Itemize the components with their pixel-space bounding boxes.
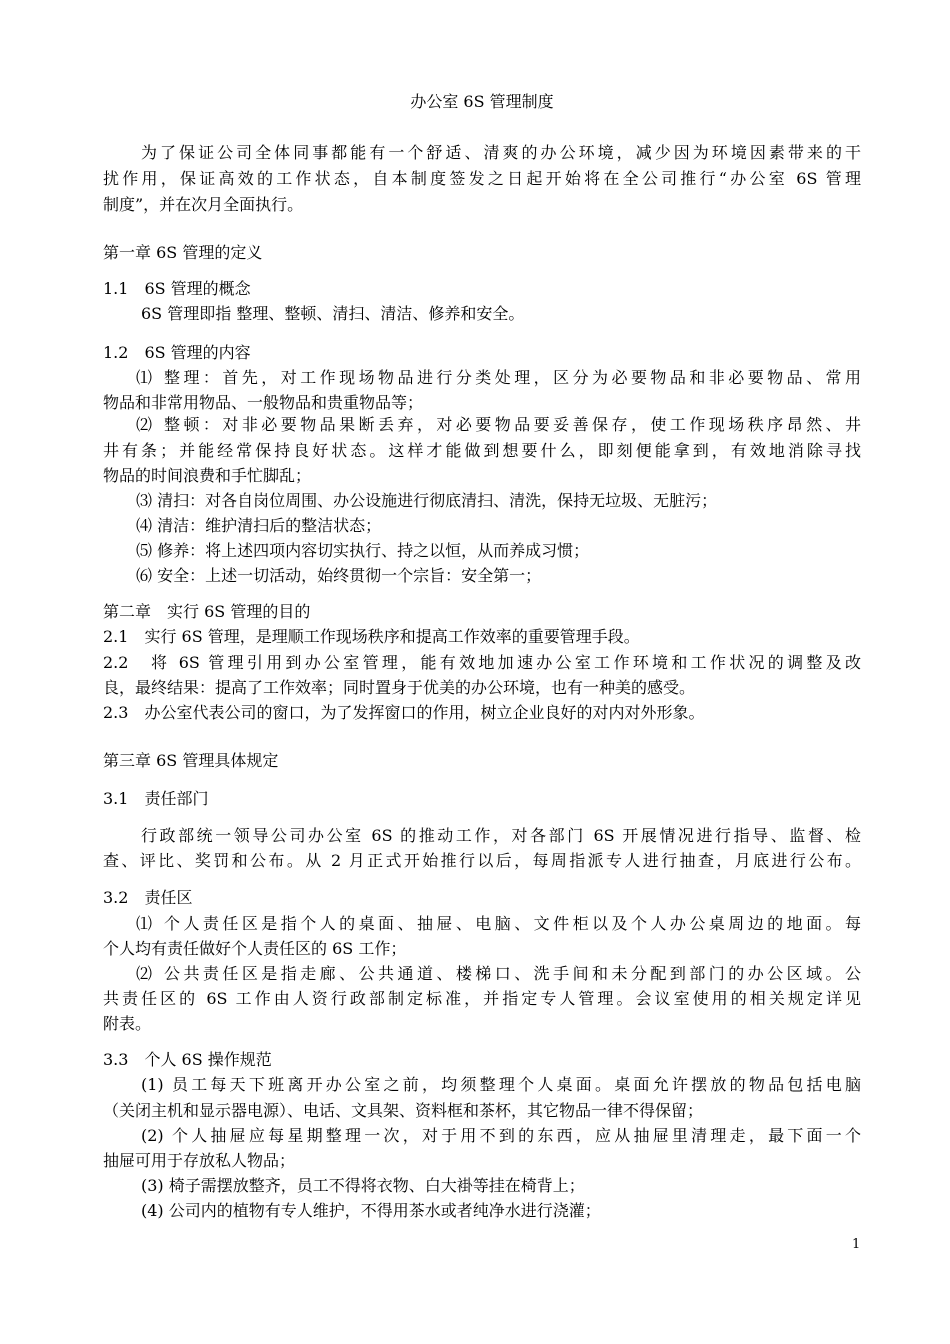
content-item-line: ⑹ 安全：上述一切活动，始终贯彻一个宗旨：安全第一； [136,566,542,585]
intro-paragraph-line: 制度”，并在次月全面执行。 [103,195,304,214]
section-3-2-text: ⑵ 公共责任区是指走廊、公共通道、楼梯口、洗手间和未分配到部门的办公区域。公 [136,964,861,983]
chapter-3-heading: 第三章 6S 管理具体规定 [103,751,279,770]
document-page [103,0,861,1344]
content-item-line: 物品的时间浪费和手忙脚乱； [103,466,312,485]
section-3-2-text: 个人均有责任做好个人责任区的 6S 工作； [103,939,407,958]
content-item-line: ⑶ 清扫：对各自岗位周围、办公设施进行彻底清扫、清洗，保持无垃圾、无脏污； [136,491,718,510]
section-3-3-text: (2) 个人抽屉应每星期整理一次，对于用不到的东西，应从抽屉里清理走，最下面一个 [141,1126,861,1145]
section-3-1-text: 行政部统一领导公司办公室 6S 的推动工作，对各部门 6S 开展情况进行指导、监督、检 [141,826,861,845]
content-item-line: ⑷ 清洁：维护清扫后的整洁状态； [136,516,382,535]
chapter-2-heading: 第二章 实行 6S 管理的目的 [103,602,311,621]
document-title: 办公室 6S 管理制度 [410,92,554,111]
chapter-1-heading: 第一章 6S 管理的定义 [103,243,263,262]
content-item-line: 物品和非常用物品、一般物品和贵重物品等； [103,393,424,412]
section-3-1-text: 查、评比、奖罚和公布。从 2 月正式开始推行以后，每周指派专人进行抽查，月底进行公布。 [103,851,861,870]
chapter-2-line: 2.1 实行 6S 管理，是理顺工作现场秩序和提高工作效率的重要管理手段。 [103,627,640,646]
chapter-2-line: 良，最终结果：提高了工作效率；同时置身于优美的办公环境，也有一种美的感受。 [103,678,696,697]
chapter-2-line: 2.2 将 6S 管理引用到办公室管理，能有效地加速办公室工作环境和工作状况的调整及改 [103,653,861,672]
intro-paragraph-line: 扰作用，保证高效的工作状态，自本制度签发之日起开始将在全公司推行“办公室 6S 管理 [103,169,861,188]
section-1-1-heading: 1.1 6S 管理的概念 [103,279,251,298]
section-3-2-text: 共责任区的 6S 工作由人资行政部制定标准，并指定专人管理。会议室使用的相关规定详见 [103,989,861,1008]
section-3-1-heading: 3.1 责任部门 [103,789,209,808]
page-number: 1 [852,1237,861,1252]
section-3-3-text: （关闭主机和显示器电源）、电话、文具架、资料框和茶杯，其它物品一律不得保留； [103,1101,704,1120]
section-3-3-text: (4) 公司内的植物有专人维护，不得用茶水或者纯净水进行浇灌； [141,1201,601,1220]
section-3-3-text: 抽屉可用于存放私人物品； [103,1151,296,1170]
chapter-2-line: 2.3 办公室代表公司的窗口，为了发挥窗口的作用，树立企业良好的对内对外形象。 [103,703,705,722]
section-3-3-text: (1) 员工每天下班离开办公室之前，均须整理个人桌面。桌面允许摆放的物品包括电脑 [141,1075,861,1094]
section-1-1-text: 6S 管理即指 整理、整顿、清扫、清洁、修养和安全。 [141,304,525,323]
section-3-2-text: ⑴ 个人责任区是指个人的桌面、抽屉、电脑、文件柜以及个人办公桌周边的地面。每 [136,914,861,933]
section-3-2-heading: 3.2 责任区 [103,888,193,907]
content-item-line: ⑵ 整顿：对非必要物品果断丢弃，对必要物品要妥善保存，使工作现场秩序昂然、井 [136,415,861,434]
intro-paragraph-line: 为了保证公司全体同事都能有一个舒适、清爽的办公环境，减少因为环境因素带来的干 [141,143,861,162]
content-item-line: ⑸ 修养：将上述四项内容切实执行、持之以恒，从而养成习惯； [136,541,590,560]
content-item-line: 井有条；并能经常保持良好状态。这样才能做到想要什么，即刻便能拿到，有效地消除寻找 [103,441,861,460]
section-3-3-text: (3) 椅子需摆放整齐，员工不得将衣物、白大褂等挂在椅背上； [141,1176,585,1195]
section-3-2-text: 附表。 [103,1014,152,1033]
section-1-2-heading: 1.2 6S 管理的内容 [103,343,251,362]
content-item-line: ⑴ 整理：首先，对工作现场物品进行分类处理，区分为必要物品和非必要物品、常用 [136,368,861,387]
section-3-3-heading: 3.3 个人 6S 操作规范 [103,1050,272,1069]
